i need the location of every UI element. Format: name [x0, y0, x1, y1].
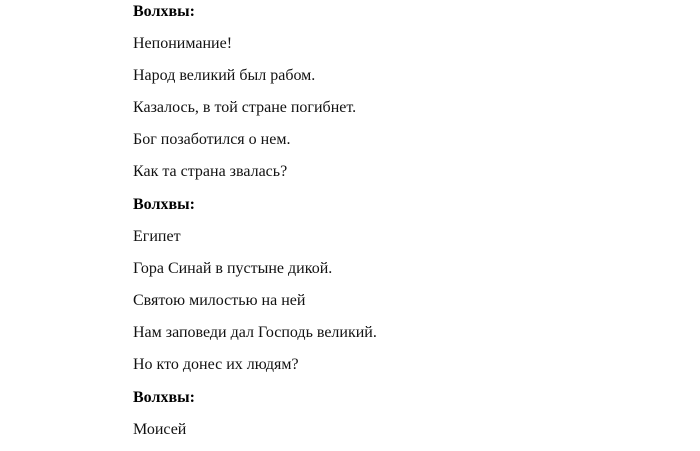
verse-line: Моисей	[133, 421, 187, 438]
verse-line: Народ великий был рабом.	[133, 67, 316, 84]
verse-line: Но кто донес их людям?	[133, 356, 299, 373]
verse-line: Египет	[133, 228, 181, 245]
speaker-label: Волхвы:	[133, 389, 195, 406]
speaker-label: Волхвы:	[133, 196, 195, 213]
speaker-label: Волхвы:	[133, 3, 195, 20]
verse-line: Бог позаботился о нем.	[133, 131, 291, 148]
verse-line: Святою милостью на ней	[133, 292, 306, 309]
verse-line: Гора Синай в пустыне дикой.	[133, 260, 333, 277]
verse-line: Казалось, в той стране погибнет.	[133, 99, 357, 116]
verse-line: Нам заповеди дал Господь великий.	[133, 324, 377, 341]
verse-line: Непонимание!	[133, 35, 233, 52]
verse-line: Как та страна звалась?	[133, 163, 288, 180]
